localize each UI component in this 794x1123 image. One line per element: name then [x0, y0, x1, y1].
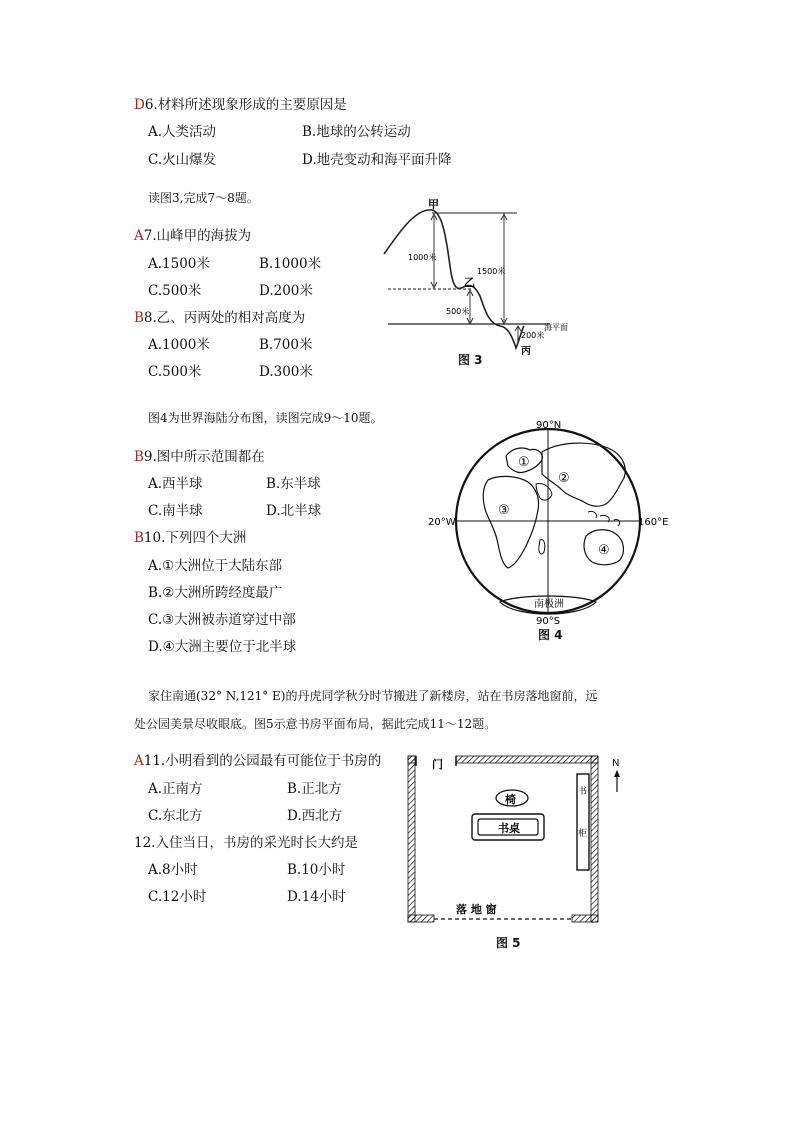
wall-top-right [456, 756, 598, 763]
intro-11-12-line1: 家住南通(32° N,121° E)的丹虎同学秋分时节搬进了新楼房，站在书房落地窗前，远 [148, 689, 598, 703]
label-south-pole: 90°S [536, 616, 561, 627]
north-arrow-head [614, 770, 620, 777]
q8-option-b: B.700米 [259, 337, 313, 353]
q7-answer: A [134, 228, 144, 244]
q11-option-a: A.正南方 [148, 781, 203, 797]
q6-answer: D [134, 97, 145, 113]
q8-answer: B [134, 310, 144, 326]
desk-label: 书桌 [498, 822, 520, 835]
q12-stem: 12.入住当日，书房的采光时长大约是 [134, 835, 358, 851]
q10-stem-text: 10.下列四个大洲 [143, 530, 247, 546]
q6-stem-text: 6.材料所述现象形成的主要原因是 [144, 97, 347, 113]
q8-option-d: D.300米 [259, 364, 313, 380]
q10-answer: B [134, 530, 144, 546]
q10-stem [134, 530, 246, 546]
figure-4-globe [428, 418, 678, 643]
label-500m: 500米 [446, 307, 470, 316]
q8-stem-text: 8.乙、丙两处的相对高度为 [143, 310, 306, 326]
q6-option-a: A.人类活动 [148, 124, 217, 140]
figure-5-caption: 图 5 [496, 936, 521, 950]
q6-option-b: B.地球的公转运动 [302, 124, 411, 140]
q11-stem-text: 11.小明看到的公园最有可能位于书房的 [143, 753, 382, 769]
q6-option-c: C.火山爆发 [148, 152, 217, 168]
q10-option-c: C.③大洲被赤道穿过中部 [148, 612, 296, 628]
figure-3-profile [380, 196, 590, 366]
continent-1-marker: ① [518, 455, 530, 470]
figure-5-floor-plan [404, 752, 634, 932]
q12-option-c: C.12小时 [148, 889, 207, 905]
intro-7-8: 读图3,完成7～8题。 [148, 191, 259, 205]
q11-answer: A [134, 753, 144, 769]
q10-option-a: A.①大洲位于大陆东部 [148, 558, 283, 574]
continent-4-marker: ④ [598, 543, 610, 558]
label-1000m: 1000米 [408, 253, 437, 262]
q6-option-d: D.地壳变动和海平面升降 [302, 152, 452, 168]
intro-11-12-line2: 处公园美景尽收眼底。图5示意书房平面布局，据此完成11～12题。 [134, 717, 497, 731]
window-label: 落 地 窗 [456, 903, 497, 916]
q9-answer: B [134, 449, 144, 465]
intro-9-10: 图4为世界海陆分布图，读图完成9～10题。 [148, 411, 383, 425]
cabinet-label-2: 柜 [578, 829, 588, 839]
q9-option-a: A.西半球 [148, 476, 203, 492]
q9-option-b: B.东半球 [266, 476, 321, 492]
q7-option-b: B.1000米 [259, 256, 322, 272]
figure-3-caption: 图 3 [458, 353, 483, 367]
q7-stem [134, 228, 251, 244]
wall-left [408, 756, 415, 922]
continent-africa [483, 476, 538, 568]
q6-stem [134, 97, 347, 113]
continent-3-marker: ③ [498, 503, 510, 518]
sea-level-label: 海平面 [544, 323, 568, 332]
wall-right [591, 756, 598, 922]
continent-asia [542, 443, 625, 506]
q11-option-b: B.正北方 [287, 781, 342, 797]
cabinet-label-1: 书 [578, 787, 588, 797]
q7-stem-text: 7.山峰甲的海拔为 [143, 228, 252, 244]
q12-option-b: B.10小时 [287, 862, 346, 878]
label-east-meridian: 160°E [638, 517, 669, 528]
q8-stem [134, 310, 305, 326]
label-1500m: 1500米 [477, 267, 506, 276]
label-west-meridian: 20°W [428, 517, 456, 528]
q11-option-d: D.西北方 [287, 808, 343, 824]
maritime-islands [588, 511, 620, 526]
q7-option-c: C.500米 [148, 283, 202, 299]
wall-bottom-left [408, 915, 434, 922]
peak-label: 甲 [428, 198, 439, 211]
q10-option-d: D.④大洲主要位于北半球 [148, 639, 297, 655]
q12-option-d: D.14小时 [287, 889, 346, 905]
mid-label: 乙 [464, 276, 475, 289]
label-200m: 200米 [521, 331, 545, 340]
madagascar [539, 540, 545, 554]
figure-4-caption: 图 4 [538, 628, 563, 642]
q12-option-a: A.8小时 [148, 862, 198, 878]
q7-option-d: D.200米 [259, 283, 313, 299]
continent-2-marker: ② [558, 471, 570, 486]
chair-label: 椅 [505, 793, 516, 806]
label-north-pole: 90°N [536, 420, 562, 431]
q9-option-c: C.南半球 [148, 503, 203, 519]
q11-option-c: C.东北方 [148, 808, 203, 824]
label-antarctica: 南极洲 [534, 599, 564, 610]
q7-option-a: A.1500米 [148, 256, 210, 272]
q9-stem-text: 9.图中所示范围都在 [143, 449, 265, 465]
q8-option-c: C.500米 [148, 364, 202, 380]
q9-stem [134, 449, 265, 465]
north-label: N [612, 758, 620, 769]
q8-option-a: A.1000米 [148, 337, 210, 353]
wall-bottom-right [572, 915, 598, 922]
q10-option-b: B.②大洲所跨经度最广 [148, 585, 283, 601]
q9-option-d: D.北半球 [266, 503, 322, 519]
terrain-profile-line [384, 210, 524, 348]
q11-stem [134, 753, 381, 769]
low-label: 丙 [521, 346, 531, 357]
door-label: 门 [432, 758, 443, 771]
